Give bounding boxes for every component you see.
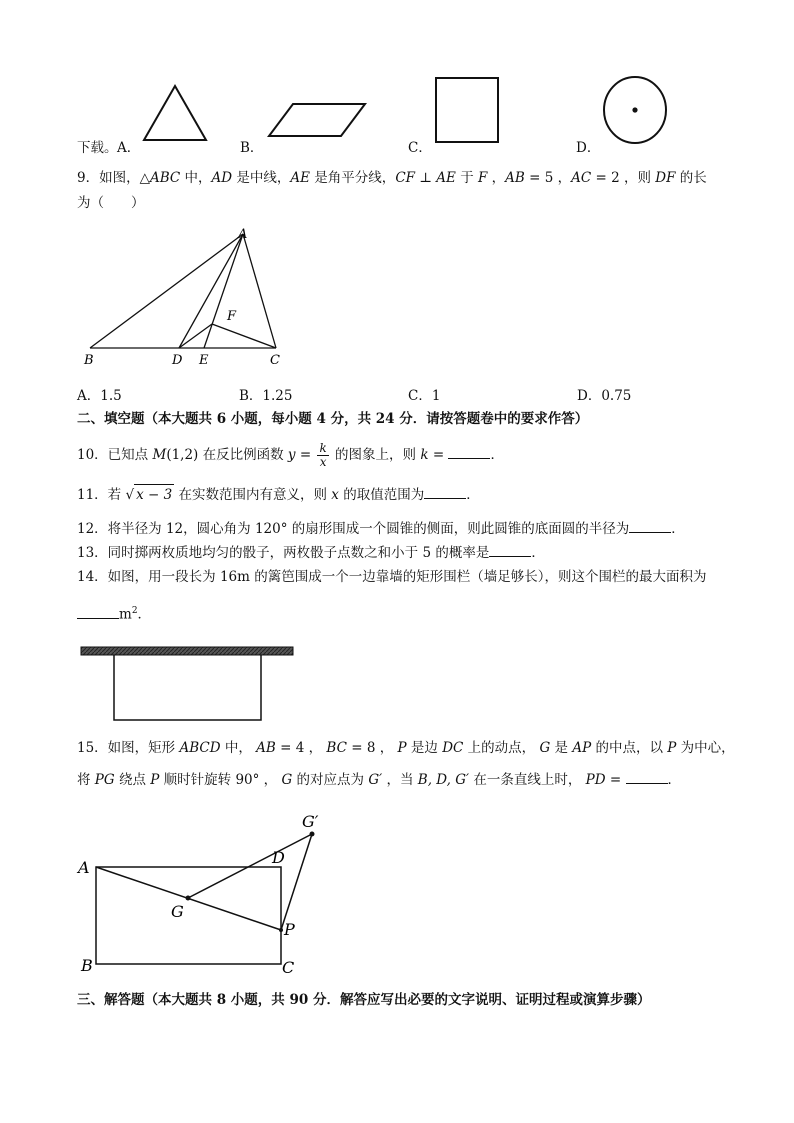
q15-stem-line2: 将 PG 绕点 P 顺时针旋转 90° ， G 的对应点为 G′ ，当 B, D, G′ 在一条直线上时， PD = ． xyxy=(77,769,681,790)
wall-hatch xyxy=(81,647,293,655)
q12-stem: 12．将半径为 12，圆心角为 120° 的扇形围成一个圆锥的侧面，则此圆锥的底面圆的半径为 ． xyxy=(77,518,685,539)
q8-option-a-label: A． xyxy=(117,140,141,156)
q15-label-d: D xyxy=(272,848,285,867)
q8-option-b-label: B． xyxy=(240,140,264,156)
q13-answer-blank[interactable] xyxy=(489,542,531,557)
triangle-shape xyxy=(140,82,210,144)
q8-option-d-label: D． xyxy=(576,140,601,156)
q8-prefix: 下载。 xyxy=(77,140,118,156)
square-shape xyxy=(433,75,501,145)
q15-answer-blank[interactable] xyxy=(626,769,668,784)
q14-answer-line: $m^2$． xyxy=(77,601,151,625)
q9-label-b: B xyxy=(84,353,94,368)
q9-label-a: A xyxy=(238,227,248,242)
q9-label-c: C xyxy=(270,353,280,368)
g-point-dot xyxy=(186,896,191,901)
q14-fence-figure xyxy=(78,640,298,730)
q9-option-a: A．1.5 xyxy=(77,388,122,404)
q9-option-b: B．1.25 xyxy=(239,388,293,404)
section2-title: 二、填空题（本大题共 6 小题，每小题 4 分，共 24 分．请按答题卷中的要求作答） xyxy=(77,411,589,427)
fence-rectangle xyxy=(114,655,261,720)
q9-label-f: F xyxy=(227,309,237,324)
q15-label-b: B xyxy=(81,956,93,975)
q15-rectangle-figure xyxy=(76,805,336,980)
q9-option-d: D．0.75 xyxy=(577,388,632,404)
q9-stem-line2: 为（ ） xyxy=(77,195,145,211)
g-prime-point-dot xyxy=(310,832,315,837)
q9-triangle-figure xyxy=(78,222,298,372)
q9-label-d: D xyxy=(172,353,183,368)
q12-answer-blank[interactable] xyxy=(629,518,671,533)
q15-label-gprime: G′ xyxy=(302,812,319,831)
p-point-dot xyxy=(279,928,283,932)
q9-label-e: E xyxy=(199,353,209,368)
parallelogram-shape xyxy=(265,100,370,140)
q10-stem: 10．已知点 M(1,2) 在反比例函数 y = $\frac{k}{x}$ 的图象上，则 k = ． xyxy=(77,441,504,469)
q13-stem: 13．同时掷两枚质地均匀的骰子，两枚骰子点数之和小于 5 的概率是 ． xyxy=(77,542,545,563)
q11-answer-blank[interactable] xyxy=(424,484,466,499)
q15-label-p: P xyxy=(284,920,295,939)
q15-label-c: C xyxy=(282,958,295,977)
q15-stem-line1: 15．如图，矩形 ABCD 中， AB = 4 ， BC = 8 ， P 是边 DC 上的动点， G 是 AP 的中点，以 P 为中心， xyxy=(77,740,735,756)
q15-label-a: A xyxy=(78,858,90,877)
q9-option-c: C．1 xyxy=(408,388,441,404)
q11-stem: 11．若 √ x − 3 在实数范围内有意义，则 x 的取值范围为 ． xyxy=(77,484,480,505)
q9-stem-line1: 9．如图，△ABC 中，AD 是中线，AE 是角平分线，CF ⊥ AE 于 F ，AB = 5 ，AC = 2 ，则 DF 的长 xyxy=(77,170,707,186)
q14-answer-blank[interactable] xyxy=(77,604,119,619)
q8-options-row xyxy=(0,70,794,160)
fraction-k-over-x: $\frac{k}{x}$ xyxy=(319,441,327,469)
q10-answer-blank[interactable] xyxy=(448,444,490,459)
section3-title: 三、解答题（本大题共 8 小题，共 90 分．解答应写出必要的文字说明、证明过程或演算步骤） xyxy=(77,992,651,1008)
q8-option-c-label: C． xyxy=(408,140,432,156)
q15-label-g: G xyxy=(171,902,184,921)
circle-shape xyxy=(600,74,670,146)
sqrt-sign-icon: √ xyxy=(125,487,135,503)
q14-stem: 14．如图，用一段长为 16m 的篱笆围成一个一边靠墙的矩形围栏（墙足够长），则这个围栏的最大面积为 xyxy=(77,569,707,585)
